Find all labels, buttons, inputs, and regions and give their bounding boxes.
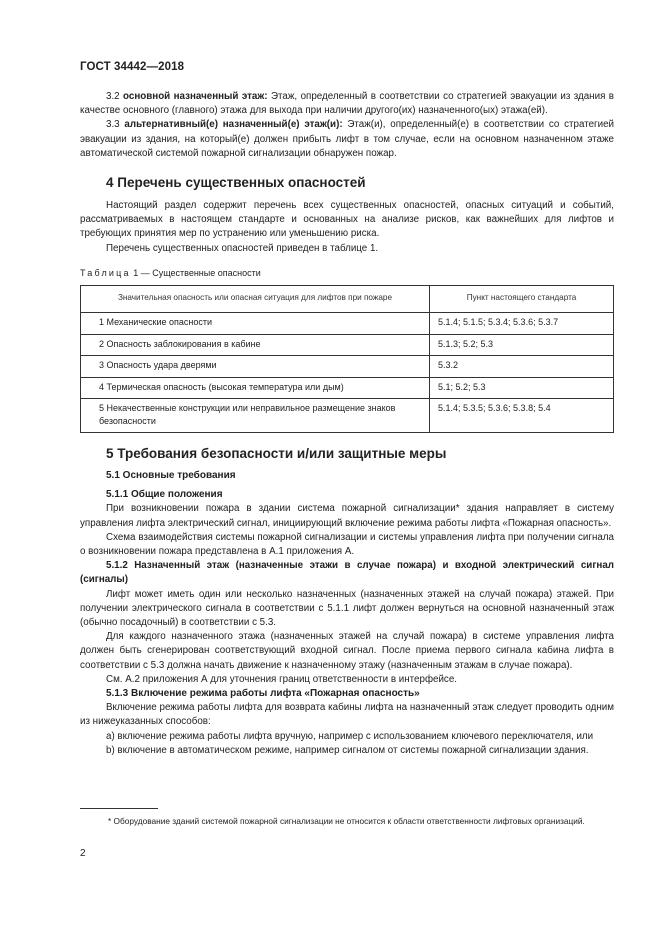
- section-4-heading: 4 Перечень существенных опасностей: [106, 175, 366, 191]
- table-row: [81, 313, 614, 335]
- document-body: [80, 90, 614, 758]
- table-header-row: [81, 285, 614, 312]
- clause-number: 3.3: [106, 119, 120, 131]
- table-cell-clause: 5.1.3; 5.2; 5.3: [430, 334, 614, 356]
- section-4-paragraph: Перечень существенных опасностей приведен в таблице 1.: [106, 242, 379, 254]
- list-item: a) включение режима работы лифта вручную, например с использованием ключевого переключателя, или: [106, 730, 594, 742]
- paragraph: Лифт может иметь один или несколько назначенных (назначенных этажей на случай пожара) этажей. При получении электрического сигнала в соответствии с 5.1.1 лифт должен вернуться на основной назначенный этаж (обычно посадочный) в соответствии с 5.3.: [80, 588, 614, 629]
- table-header-hazard: Значительная опасность или опасная ситуация для лифтов при пожаре: [81, 285, 430, 312]
- definition-3-2: [80, 90, 614, 118]
- table-caption: [80, 267, 614, 280]
- table-row: [81, 334, 614, 356]
- table-cell-hazard: 4 Термическая опасность (высокая температура или дым): [81, 377, 430, 399]
- table-header-clause: Пункт настоящего стандарта: [430, 285, 614, 312]
- footnote: * Оборудование зданий системой пожарной сигнализации не относится к области ответственности лифтовых организаций.: [108, 816, 585, 826]
- table-cell-hazard: 2 Опасность заблокирования в кабине: [81, 334, 430, 356]
- paragraph: Схема взаимодействия системы пожарной сигнализации и системы управления лифта при получении сигнала о возникновении пожара представлена в А.1 приложения А.: [80, 531, 614, 558]
- paragraph: См. А.2 приложения А для уточнения границ ответственности в интерфейсе.: [106, 673, 457, 685]
- table-cell-hazard: 1 Механические опасности: [81, 313, 430, 335]
- paragraph: Для каждого назначенного этажа (назначенных этажей на случай пожара) в системе управления лифта должен быть сгенерирован соответствующий входной сигнал. После приема первого сигнала кабина лифта в соответствии с 5.3 должна начать движение к назначенному этажу (назначенным этажам в случае пожара).: [80, 631, 614, 671]
- subsection-5-1-2-heading: 5.1.2 Назначенный этаж (назначенные этажи в случае пожара) и входной электрический сигнал (сигналы): [80, 560, 614, 586]
- table-cell-clause: 5.1.4; 5.1.5; 5.3.4; 5.3.6; 5.3.7: [430, 313, 614, 335]
- paragraph: Включение режима работы лифта для возврата кабины лифта на назначенный этаж следует проводить одним из нижеуказанных способов:: [80, 702, 614, 728]
- subsection-5-1-heading: 5.1 Основные требования: [106, 470, 236, 482]
- table-cell-clause: 5.1.4; 5.3.5; 5.3.6; 5.3.8; 5.4: [430, 399, 614, 433]
- definition-3-3: [80, 118, 614, 161]
- table-caption-prefix: Таблица: [80, 267, 131, 278]
- table-caption-title: 1 — Существенные опасности: [133, 267, 261, 278]
- footnote-divider: [80, 808, 158, 809]
- document-header: ГОСТ 34442—2018: [80, 61, 185, 73]
- paragraph: При возникновении пожара в здании система пожарной сигнализации* здания направляет в систему управления лифта электрический сигнал, инициирующий включение режима работы лифта «Пожарная опасность».: [80, 503, 614, 529]
- list-item: b) включение в автоматическом режиме, например сигналом от системы пожарной сигнализации здания.: [106, 744, 589, 756]
- section-5-heading: 5 Требования безопасности и/или защитные меры: [106, 446, 447, 462]
- hazards-table: [80, 285, 614, 433]
- section-4-paragraph: Настоящий раздел содержит перечень всех существенных опасностей, опасных ситуаций и событий, рассматриваемых в настоящем стандарте и основанных на анализе рисков, как важнейших для лифтов и требующих принятия мер по устранению или уменьшению риска.: [80, 200, 614, 240]
- table-row: [81, 356, 614, 378]
- definition-text: Этаж, определенный в соответствии со стратегией эвакуации из здания в качестве основного (главного) этажа для выхода при наличии другого(их) назначенного(ых) этажа(ей).: [80, 91, 614, 117]
- table-row: [81, 399, 614, 433]
- table-cell-clause: 5.1; 5.2; 5.3: [430, 377, 614, 399]
- subsection-5-1-3-heading: 5.1.3 Включение режима работы лифта «Пожарная опасность»: [106, 688, 420, 700]
- table-cell-hazard: 3 Опасность удара дверями: [81, 356, 430, 378]
- term: основной назначенный этаж:: [123, 91, 268, 102]
- definition-text: Этаж(и), определенный(е) в соответствии со стратегией эвакуации из здания, на который(е) должен прибыть лифт в том случае, если на основном назначенном этаже автоматической системой пожарной сигнализации обнаружен пожар.: [80, 119, 614, 159]
- table-cell-clause: 5.3.2: [430, 356, 614, 378]
- subsection-5-1-1-heading: 5.1.1 Общие положения: [106, 489, 223, 501]
- table-cell-hazard: 5 Некачественные конструкции или неправильное размещение знаков безопасности: [81, 399, 430, 433]
- table-row: [81, 377, 614, 399]
- page-number: 2: [80, 848, 86, 859]
- term: альтернативный(е) назначенный(е) этаж(и):: [124, 119, 343, 131]
- clause-number: 3.2: [106, 91, 120, 102]
